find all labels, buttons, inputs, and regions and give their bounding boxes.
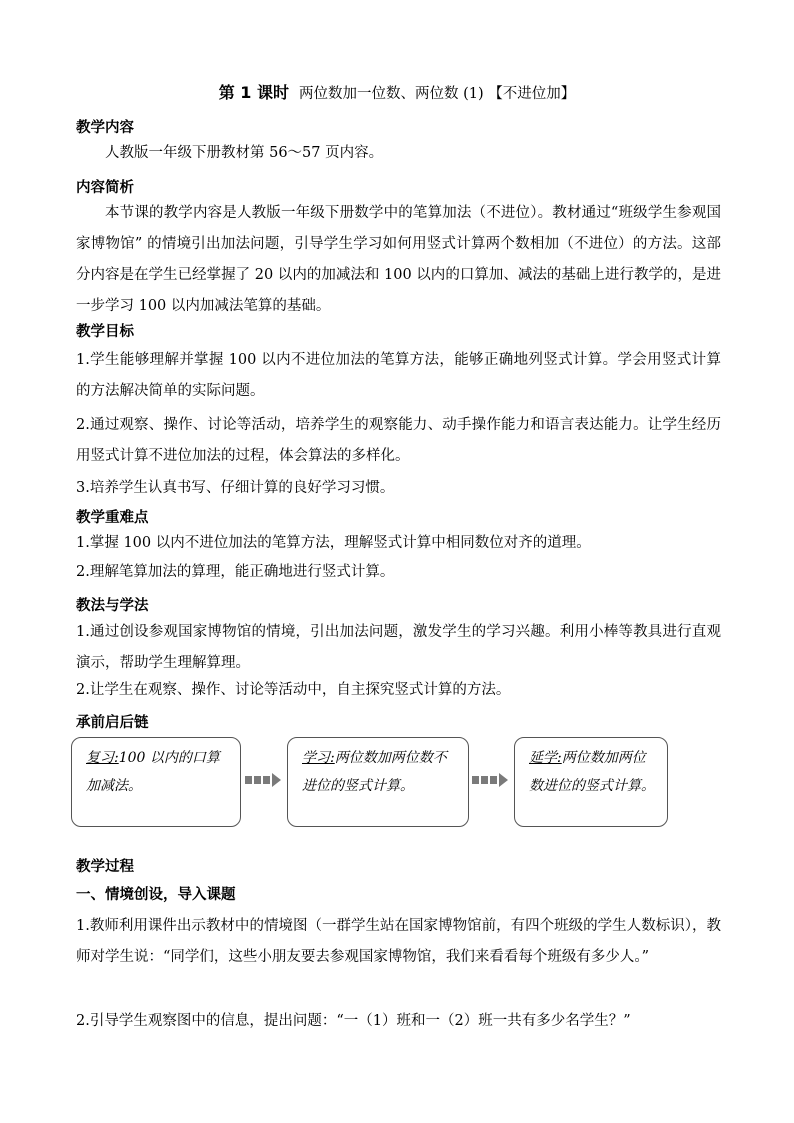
- heading-content-brief: 内容简析: [76, 180, 134, 196]
- process-item-1: 1.教师利用课件出示教材中的情境图（一群学生站在国家博物馆前，有四个班级的学生人数标识），教师对学生说：“同学们，这些小朋友要去参观国家博物馆，我们来看看每个班级有多少人。”: [76, 918, 721, 965]
- chain-arrow-icon-1: [245, 773, 283, 787]
- method-item-2: 2.让学生在观察、操作、讨论等活动中，自主探究竖式计算的方法。: [76, 682, 511, 698]
- subheading-situation: 一、情境创设，导入课题: [76, 887, 236, 903]
- content-brief-text: 本节课的教学内容是人教版一年级下册数学中的笔算加法（不进位）。教材通过“班级学生参观国家博物馆” 的情境引出加法问题，引导学生学习如何用竖式计算两个数相加（不进位）的方法。这部分内容是在学生已经掌握了 20 以内的加减法和 100 以内的口算加、减法的基础上进行教学的，是进一步学习 100 以内加减法笔算的基础。: [76, 205, 721, 314]
- lesson-number: 第 1 课时: [218, 83, 289, 102]
- heading-lesson-chain: 承前启后链: [76, 715, 149, 731]
- heading-teaching-content: 教学内容: [76, 120, 134, 136]
- key-point-2: 2.理解笔算加法的算理，能正确地进行竖式计算。: [76, 564, 395, 580]
- chain-box-extend: [514, 737, 668, 827]
- goal-item-1: 1.学生能够理解并掌握 100 以内不进位加法的笔算方法，能够正确地列竖式计算。学会用竖式计算的方法解决简单的实际问题。: [76, 352, 721, 399]
- lesson-topic: 两位数加一位数、两位数 (1) 【不进位加】: [299, 86, 576, 102]
- chain-box-learn: [287, 737, 469, 827]
- heading-teaching-goals: 教学目标: [76, 324, 134, 340]
- heading-teaching-process: 教学过程: [76, 859, 134, 875]
- chain-arrow-icon-2: [472, 773, 510, 787]
- chain-box-learn-text: 两位数加两位数不进位的竖式计算。: [302, 750, 447, 794]
- process-item-2: 2.引导学生观察图中的信息，提出问题：“一（1）班和一（2）班一共有多少名学生？”: [76, 1013, 631, 1029]
- chain-box-review-text: 100 以内的口算加减法。: [86, 750, 220, 794]
- heading-key-points: 教学重难点: [76, 510, 149, 526]
- teaching-content-text: 人教版一年级下册教材第 56～57 页内容。: [105, 145, 384, 161]
- lesson-title: [0, 80, 794, 103]
- chain-box-learn-label: 学习:: [302, 750, 335, 766]
- chain-box-review-label: 复习:: [86, 750, 119, 766]
- key-point-1: 1.掌握 100 以内不进位加法的笔算方法，理解竖式计算中相同数位对齐的道理。: [76, 535, 591, 551]
- chain-box-review: [71, 737, 241, 827]
- goal-item-3: 3.培养学生认真书写、仔细计算的良好学习习惯。: [76, 480, 395, 496]
- heading-methods: 教法与学法: [76, 598, 149, 614]
- chain-box-extend-label: 延学:: [529, 750, 562, 766]
- goal-item-2: 2.通过观察、操作、讨论等活动，培养学生的观察能力、动手操作能力和语言表达能力。让学生经历用竖式计算不进位加法的过程，体会算法的多样化。: [76, 417, 721, 464]
- method-item-1: 1.通过创设参观国家博物馆的情境，引出加法问题，激发学生的学习兴趣。利用小棒等教具进行直观演示，帮助学生理解算理。: [76, 624, 721, 671]
- chain-box-extend-text: 两位数加两位数进位的竖式计算。: [529, 750, 655, 794]
